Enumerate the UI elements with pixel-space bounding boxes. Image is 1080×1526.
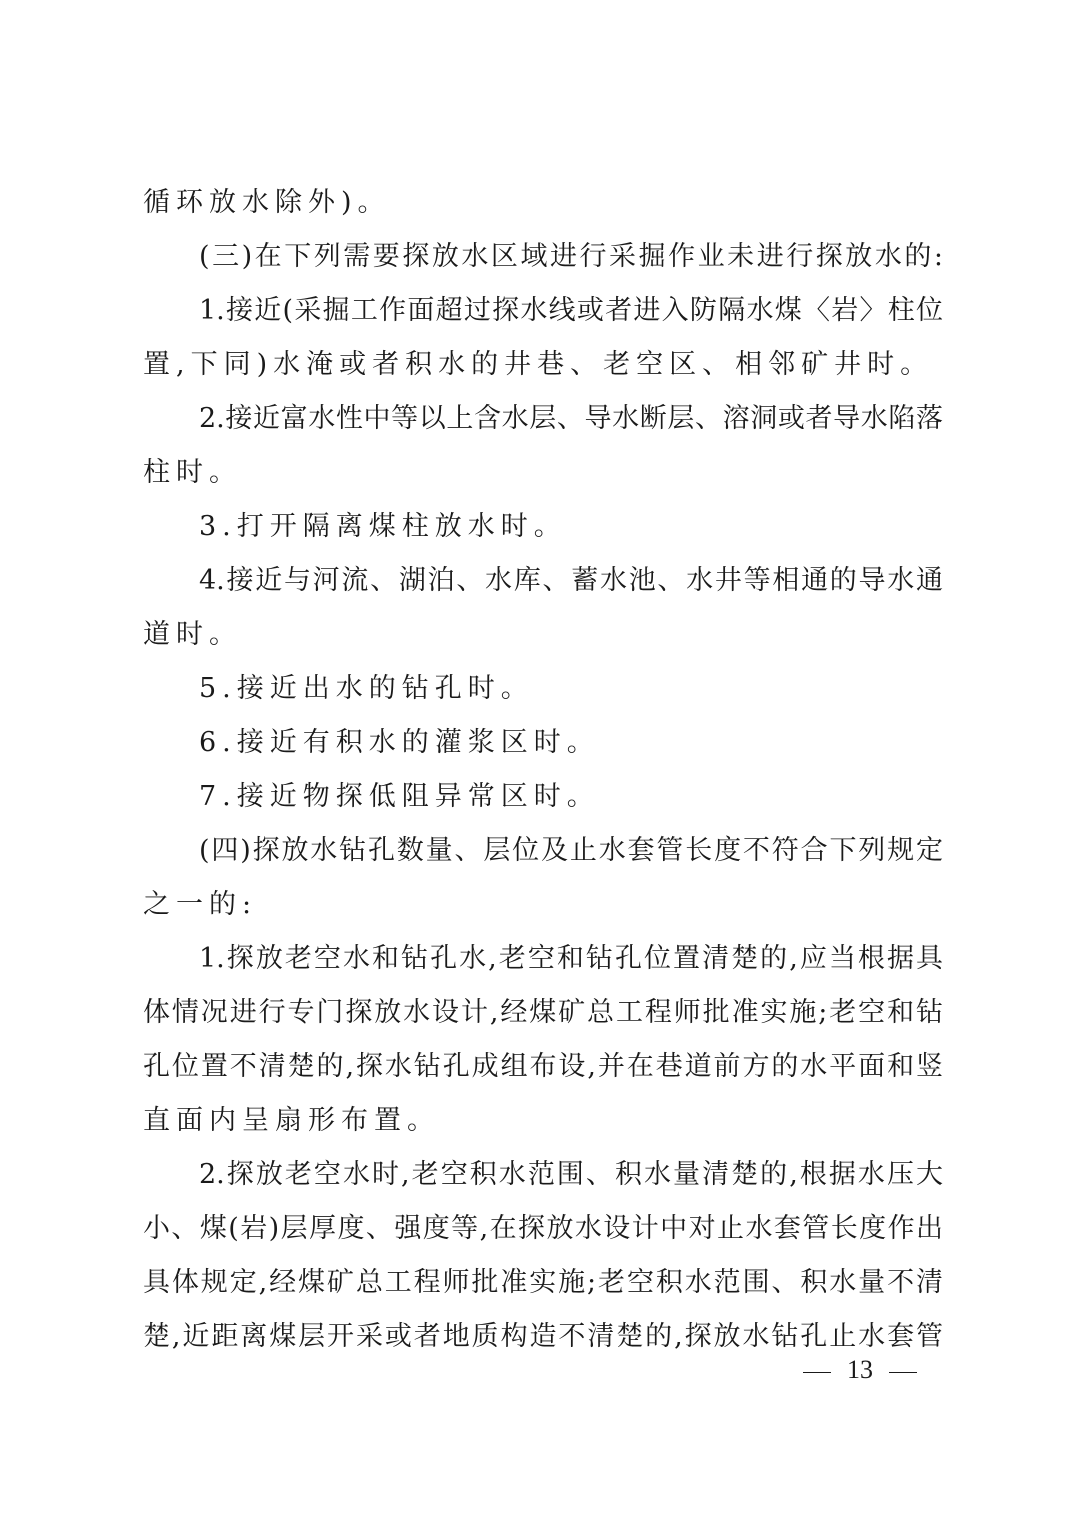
text-line: 3.打开隔离煤柱放水时。: [199, 511, 567, 542]
right-dash: [889, 1372, 917, 1373]
text-line: 4.接近与河流、湖泊、水库、蓄水池、水井等相通的导水通: [199, 565, 943, 596]
text-line: 7.接近物探低阻异常区时。: [199, 781, 600, 812]
text-line: 6.接近有积水的灌浆区时。: [199, 727, 600, 758]
text-line: 具体规定,经煤矿总工程师批准实施;老空积水范围、积水量不清: [143, 1267, 943, 1298]
text-line: 1.探放老空水和钻孔水,老空和钻孔位置清楚的,应当根据具: [199, 943, 943, 974]
text-line: 2.接近富水性中等以上含水层、导水断层、溶洞或者导水陷落: [199, 403, 943, 434]
text-line: 1.接近(采掘工作面超过探水线或者进入防隔水煤〈岩〉柱位: [199, 295, 943, 326]
text-line: 之一的:: [143, 889, 258, 920]
text-line: (四)探放水钻孔数量、层位及止水套管长度不符合下列规定: [199, 835, 943, 866]
text-line: 体情况进行专门探放水设计,经煤矿总工程师批准实施;老空和钻: [143, 997, 943, 1028]
text-line: 置,下同)水淹或者积水的井巷、老空区、相邻矿井时。: [143, 349, 934, 380]
page-number: 13: [847, 1355, 873, 1384]
text-line: 柱时。: [143, 457, 242, 488]
text-line: 循环放水除外)。: [143, 187, 391, 218]
page-number-footer: [800, 1352, 920, 1388]
left-dash: [803, 1372, 831, 1373]
text-line: 直面内呈扇形布置。: [143, 1105, 440, 1136]
document-body: [143, 176, 943, 1364]
text-line: 楚,近距离煤层开采或者地质构造不清楚的,探放水钻孔止水套管: [143, 1321, 943, 1352]
text-line: 道时。: [143, 619, 242, 650]
text-line: 5.接近出水的钻孔时。: [199, 673, 534, 704]
text-line: (三)在下列需要探放水区域进行采掘作业未进行探放水的:: [199, 241, 943, 272]
text-line: 孔位置不清楚的,探水钻孔成组布设,并在巷道前方的水平面和竖: [143, 1051, 943, 1082]
text-line: 2.探放老空水时,老空积水范围、积水量清楚的,根据水压大: [199, 1159, 943, 1190]
text-line: 小、煤(岩)层厚度、强度等,在探放水设计中对止水套管长度作出: [143, 1213, 943, 1244]
